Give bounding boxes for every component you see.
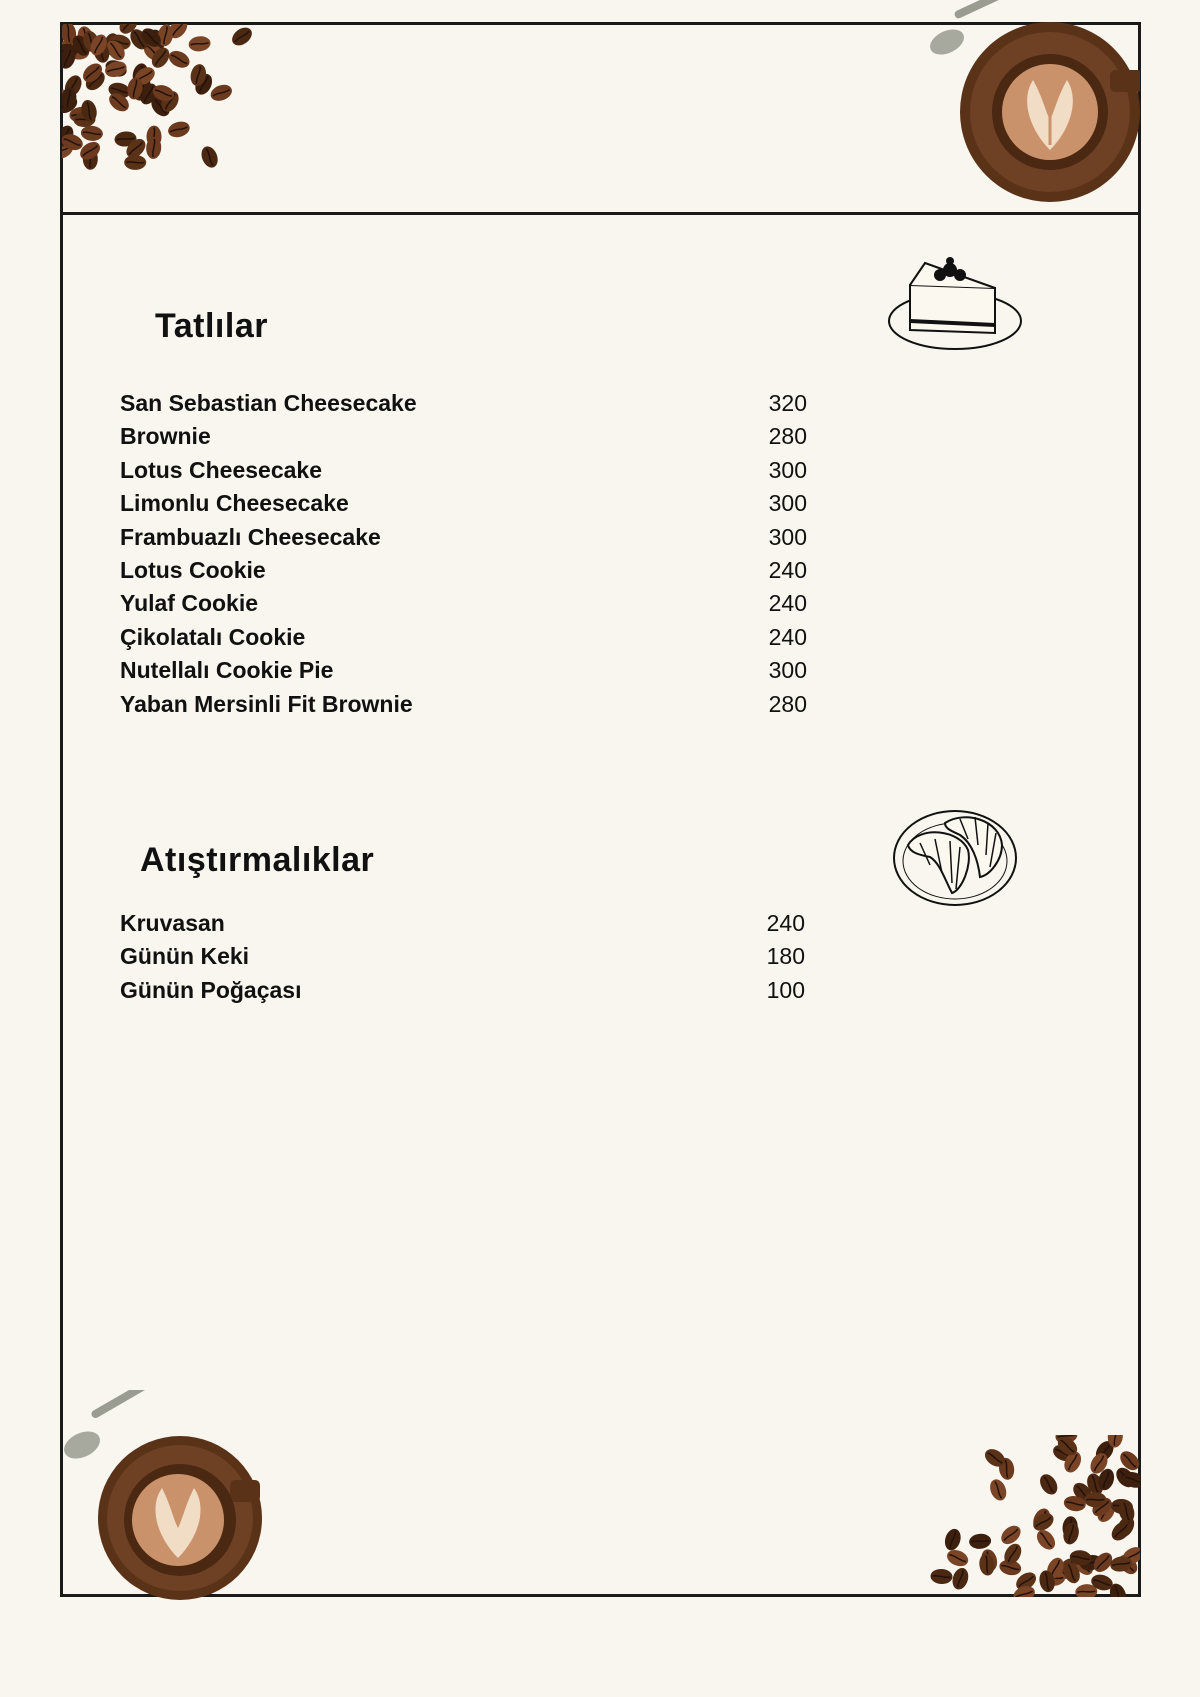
item-price: 240 [768,623,807,650]
list-item [120,420,820,453]
list-item [120,621,820,654]
item-name: Günün Poğaçası [120,976,302,1003]
item-name: Kruvasan [120,910,225,936]
item-price: 320 [768,390,807,416]
latte-cup-icon [58,1390,268,1600]
list-item [120,454,820,487]
latte-cup-icon [915,0,1140,205]
item-name: Günün Keki [120,943,250,970]
item-name: Nutellalı Cookie Pie [120,657,334,684]
item-price: 240 [768,556,807,583]
item-name: Brownie [120,423,211,450]
list-item [120,654,820,687]
cheesecake-slice-icon [885,255,1025,360]
item-price: 240 [768,590,807,617]
item-price: 100 [766,976,805,1003]
item-name: Limonlu Cheesecake [120,490,349,517]
item-price: 300 [768,490,807,517]
item-name: San Sebastian Cheesecake [120,390,417,416]
item-price: 300 [768,657,807,684]
item-price: 240 [766,910,805,936]
item-name: Lotus Cookie [120,556,266,583]
snacks-list [120,907,820,1007]
list-item [120,907,820,940]
item-price: 280 [768,690,807,717]
list-item [120,521,820,554]
section-title-snacks: Atıştırmalıklar [140,841,375,879]
item-name: Frambuazlı Cheesecake [120,523,381,550]
list-item [120,587,820,620]
list-item [120,387,820,420]
item-price: 300 [768,523,807,550]
coffee-beans-icon [895,1435,1140,1597]
croissant-plate-icon [890,805,1020,911]
list-item [120,487,820,520]
header-divider [60,212,1141,215]
desserts-list [120,387,820,721]
item-price: 280 [768,423,807,450]
section-title-desserts: Tatlılar [155,307,268,345]
coffee-beans-icon [62,24,307,184]
list-item [120,974,820,1007]
item-name: Çikolatalı Cookie [120,623,306,650]
list-item [120,940,820,973]
list-item [120,688,820,721]
item-name: Lotus Cheesecake [120,456,322,483]
item-price: 180 [766,943,805,970]
item-name: Yaban Mersinli Fit Brownie [120,690,413,717]
item-name: Yulaf Cookie [120,590,259,617]
item-price: 300 [768,456,807,483]
list-item [120,554,820,587]
